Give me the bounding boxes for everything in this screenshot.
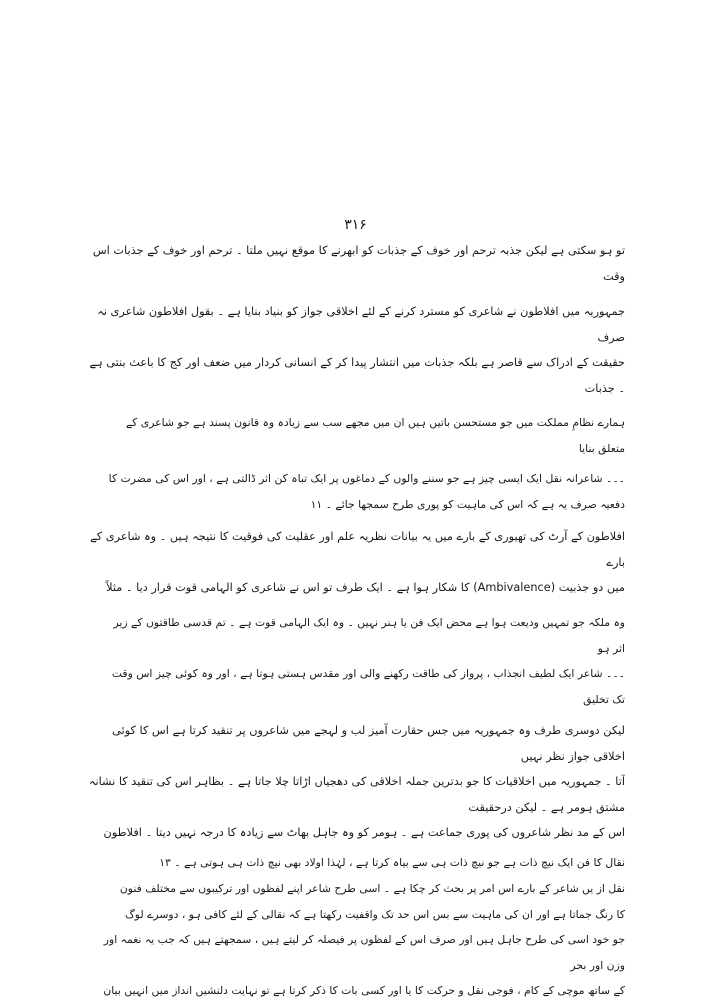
quote-1: ہمارے نظامِ مملکت میں جو مستحسن باتیں ہیں ان میں مجھے سب سے زیادہ وہ قانون پسند ہے جو شاعری کے متعلق بنایا <box>125 416 625 455</box>
paragraph-3: افلاطون کے آرٹ کی تھیوری کے بارے میں یہ بیانات نظریہ علم اور عقلیت کی فوقیت کا نتیجہ ہیں ۔ وہ شاعری کے بارے میں دو جذبیت (Ambivalence) کا شکار ہوا ہے ۔ ایک طرف تو اس نے شاعری کو الہامی قوت قرار دیا ۔ مثلاً <box>90 530 625 594</box>
page-number: ۳۱۶ <box>344 217 367 233</box>
quote-4: نقال کا فن ایک نیچ ذات ہے جو نیچ ذات ہی سے بیاہ کرتا ہے ، لہٰذا اولاد بھی نیچ ذات ہی ہوتی ہے ۔ ۱۳ <box>159 856 625 869</box>
quote-5: نقل از یں شاعر کے بارے اس امر پر بحث کر چکا ہے ۔ اسی طرح شاعر اپنے لفظوں اور ترکیبوں سے مختلف فنون کا رنگ جماتا ہے اور ان کی ماہیت سے بس اس حد تک واقفیت رکھتا ہے کہ نقالی کے لئے کافی ہو ، دوسرے لوگ جو خود اسی کی طرح جاہل ہیں اور صرف اس کے لفظوں پر فیصلہ کر لیتے ہیں ، سمجھتے ہیں کہ جب یہ نغمہ اور وزن اور بحر کے ساتھ موچی کے کام ، فوجی نقل و حرکت کا یا اور کسی بات کا ذکر کرتا ہے تو نہایت دلنشیں انداز میں انہیں بیان <box>103 882 625 997</box>
quote-3: وہ ملکہ جو تمہیں ودیعت ہوا ہے محض ایک فن یا ہنر نہیں ۔ وہ ایک الہامی قوت ہے ۔ تم قدسی طاقتوں کے زیر اثر ہو ۔۔۔ شاعر ایک لطیف انجذاب ، پرواز کی طاقت رکھنے والی اور مقدس ہستی ہوتا ہے ، اور وہ کوئی چیز اس وقت تک تخلیق <box>111 616 625 706</box>
paragraph-4: لیکن دوسری طرف وہ جمہوریہ میں جس حقارت آمیز لب و لہجے میں شاعروں پر تنقید کرتا ہے اس کا کوئی اخلاقی جواز نظر نہیں آتا ۔ جمہوریہ میں اخلاقیات کا جو بدترین جملہ اخلاقی کی دھجیاں اڑاتا چلا جاتا ہے ۔ بظاہر اس کی تنقید کا نشانہ مشتق ہومر ہے ۔ لیکن درحقیقت اس کے مد نظر شاعروں کی پوری جماعت ہے ۔ ہومر کو وہ جاہل بھاٹ سے زیادہ کا درجہ نہیں دیتا ۔ افلاطون <box>88 724 625 839</box>
paragraph-1: تو ہو سکتی ہے لیکن جذبہ ترحم اور خوف کے جذبات کو ابھرنے کا موقع نہیں ملتا ۔ ترحم اور خوف کے جذبات اس وقت <box>92 244 625 283</box>
quote-2: ۔۔۔ شاعرانہ نقل ایک ایسی چیز ہے جو سننے والوں کے دماغوں پر ایک تباہ کن اثر ڈالتی ہے ، اور اس کی مضرت کا دفعیہ صرف یہ ہے کہ اس کی ماہیت کو پوری طرح سمجھا جائے ۔ ۱۱ <box>108 472 625 511</box>
paragraph-2: جمہوریہ میں افلاطون نے شاعری کو مسترد کرنے کے لئے اخلاقی جواز کو بنیاد بنایا ہے ۔ بقول افلاطون شاعری نہ صرف حقیقت کے ادراک سے قاصر ہے بلکہ جذبات میں انتشار پیدا کر کے انسانی کردار میں ضعف اور کج کا باعث بنتی ہے ۔ جذبات <box>89 305 625 395</box>
